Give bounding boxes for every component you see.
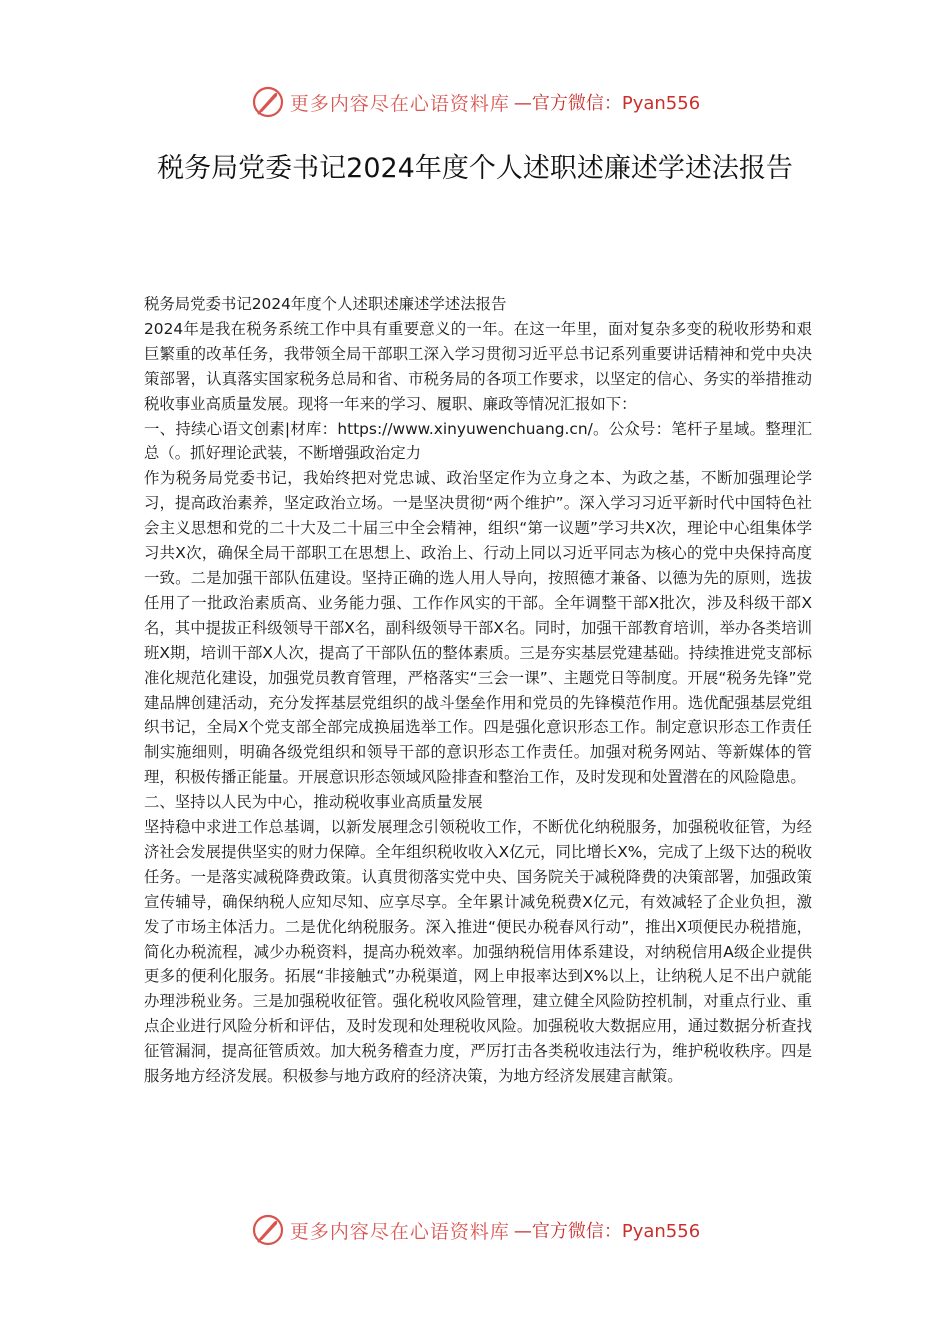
section-heading-1: 一、持续心语文创素|材库：https://www.xinyuwenchuang.cn/。公众号：笔杆子星域。整理汇总（。抓好理论武装，不断增强政治定力 — [144, 419, 812, 463]
subtitle-line: 税务局党委书记2024年度个人述职述廉述学述法报告 — [144, 295, 507, 313]
banner-wechat: —官方微信：Pyan556 — [513, 93, 701, 114]
banner-text: 更多内容尽在心语资料库 — [289, 92, 510, 115]
intro-paragraph: 2024年是我在税务系统工作中具有重要意义的一年。在这一年里，面对复杂多变的税收形势和艰巨繁重的改革任务，我带领全局干部职工深入学习贯彻习近平总书记系列重要讲话精神和党中央决策部署，认真落实国家税务总局和省、市税务局的各项工作要求，以坚定的信心、务实的举措推动税收事业高质量发展。现将一年来的学习、履职、廉政等情况汇报如下： — [144, 319, 812, 413]
header-watermark-banner — [0, 82, 950, 122]
section-2-paragraph: 坚持稳中求进工作总基调，以新发展理念引领税收工作，不断优化纳税服务，加强税收征管，为经济社会发展提供坚实的财力保障。全年组织税收收入X亿元，同比增长X%，完成了上级下达的税收任务。一是落实减税降费政策。认真贯彻落实党中央、国务院关于减税降费的决策部署，加强政策宣传辅导，确保纳税人应知尽知、应享尽享。全年累计减免税费X亿元，有效减轻了企业负担，激发了市场主体活力。二是优化纳税服务。深入推进“便民办税春风行动”，推出X项便民办税措施，简化办税流程，减少办税资料，提高办税效率。加强纳税信用体系建设，对纳税信用A级企业提供更多的便利化服务。拓展“非接触式”办税渠道，网上申报率达到X%以上，让纳税人足不出户就能办理涉税业务。三是加强税收征管。强化税收风险管理，建立健全风险防控机制，对重点行业、重点企业进行风险分析和评估，及时发现和处理税收风险。加强税收大数据应用，通过数据分析查找征管漏洞，提高征管质效。加大税务稽查力度，严厉打击各类税收违法行为，维护税收秩序。四是服务地方经济发展。积极参与地方政府的经济决策，为地方经济发展建言献策。 — [144, 818, 812, 1086]
footer-watermark-banner — [0, 1210, 950, 1250]
document-title: 税务局党委书记2024年度个人述职述廉述学述法报告 — [157, 153, 793, 184]
document-body — [144, 292, 812, 1089]
banner-text: 更多内容尽在心语资料库 — [289, 1220, 510, 1243]
section-heading-2: 二、坚持以人民为中心，推动税收事业高质量发展 — [144, 793, 483, 812]
quill-logo-icon — [250, 1212, 286, 1248]
quill-logo-icon — [250, 84, 286, 120]
section-1-paragraph: 作为税务局党委书记，我始终把对党忠诚、政治坚定作为立身之本、为政之基，不断加强理论学习，提高政治素养，坚定政治立场。一是坚决贯彻“两个维护”。深入学习习近平新时代中国特色社会主义思想和党的二十大及二十届三中全会精神，组织“第一议题”学习共X次，理论中心组集体学习共X次，确保全局干部职工在思想上、政治上、行动上同以习近平同志为核心的党中央保持高度一致。二是加强干部队伍建设。坚持正确的选人用人导向，按照德才兼备、以德为先的原则，选拔任用了一批政治素质高、业务能力强、工作作风实的干部。全年调整干部X批次，涉及科级干部X名，其中提拔正科级领导干部X名，副科级领导干部X名。同时，加强干部教育培训，举办各类培训班X期，培训干部X人次，提高了干部队伍的整体素质。三是夯实基层党建基础。持续推进党支部标准化规范化建设，加强党员教育管理，严格落实“三会一课”、主题党日等制度。开展“税务先锋”党建品牌创建活动，充分发挥基层党组织的战斗堡垒作用和党员的先锋模范作用。选优配强基层党组织书记，全局X个党支部全部完成换届选举工作。四是强化意识形态工作。制定意识形态工作责任制实施细则，明确各级党组织和领导干部的意识形态工作责任。加强对税务网站、等新媒体的管理，积极传播正能量。开展意识形态领域风险排查和整治工作，及时发现和处置潜在的风险隐患。 — [144, 469, 812, 787]
banner-wechat: —官方微信：Pyan556 — [513, 1221, 701, 1242]
